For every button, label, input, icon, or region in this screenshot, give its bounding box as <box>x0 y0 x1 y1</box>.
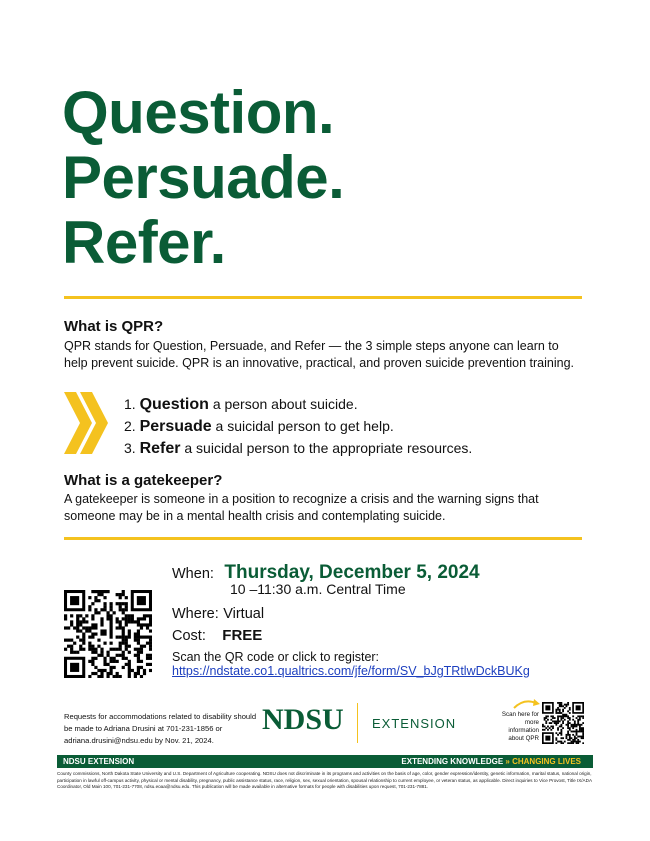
footer-band <box>57 755 593 768</box>
qpr-description: QPR stands for Question, Persuade, and Refer — the 3 simple steps anyone can learn to help prevent suicide. QPR is an innovative, practical, and proven suicide prevention training. <box>64 339 575 370</box>
when-label: When: <box>172 566 214 582</box>
band-right-text <box>401 757 581 766</box>
headline-line-1: Question. <box>62 79 335 146</box>
divider-bottom <box>64 537 582 540</box>
registration-qr-code-icon[interactable] <box>64 590 152 678</box>
list-item <box>124 393 472 415</box>
step-number: 2. <box>124 418 136 434</box>
register-instructions: Scan the QR code or click to register: <box>172 650 380 664</box>
qpr-heading: What is QPR? <box>64 318 164 335</box>
band-left-text: NDSU EXTENSION <box>63 757 135 766</box>
step-number: 3. <box>124 440 136 456</box>
where-value: Virtual <box>223 606 265 622</box>
list-item <box>124 415 472 437</box>
info-qr-code-icon[interactable] <box>542 702 584 744</box>
step-text: a suicidal person to the appropriate resources. <box>184 440 473 456</box>
event-where <box>172 605 264 623</box>
ndsu-logo: NDSU <box>262 703 344 736</box>
step-keyword: Persuade <box>139 418 212 435</box>
divider-top <box>64 296 582 299</box>
chevron-arrows-icon <box>64 392 110 454</box>
extension-logo-text: EXTENSION <box>372 716 457 731</box>
accommodations-note: Requests for accommodations related to disability should be made to Adriana Drusini at 701-231-1856 or adriana.drusini@ndsu.edu by Nov. 21, 2024. <box>64 712 257 745</box>
step-keyword: Question <box>139 396 209 413</box>
step-keyword: Refer <box>139 440 181 457</box>
step-text: a person about suicide. <box>212 396 358 412</box>
cost-label: Cost: <box>172 628 206 644</box>
where-label: Where: <box>172 606 219 622</box>
fine-print: County commissions, North Dakota State University and U.S. Department of Agriculture cooperating. NDSU does not discriminate in its programs and activities on the basis of age, color, gender expression/identity, genetic information, marital status, national origin, participation in lawful off-campus activity, physical or mental disability, pregnancy, public assistance status, race, religion, sex, sexual orientation, spousal relationship to current employee, or veteran status, as applicable. Direct inquiries to Vice Provost, Title IX/ADA Coordinator, Old Main 100, 701-231-7708, ndsu.eoaa@ndsu.edu. This publication will be made available in alternative formats for people with disabilities upon request, 701-231-7881. <box>57 771 592 790</box>
event-time: 10 –11:30 a.m. Central Time <box>230 581 406 597</box>
headline <box>62 80 344 275</box>
headline-line-3: Refer. <box>62 209 226 276</box>
event-date: Thursday, December 5, 2024 <box>224 562 480 583</box>
band-tagline-a: EXTENDING KNOWLEDGE <box>401 757 504 766</box>
qpr-steps-list <box>124 393 472 459</box>
list-item <box>124 437 472 459</box>
qr-info-note: Scan here for more information about QPR <box>501 711 539 742</box>
registration-link[interactable]: https://ndstate.co1.qualtrics.com/jfe/form/SV_bJgTRtlwDckBUKg <box>172 664 530 678</box>
band-tagline-b: CHANGING LIVES <box>512 757 581 766</box>
cost-value: FREE <box>222 627 263 644</box>
headline-line-2: Persuade. <box>62 144 345 211</box>
event-cost <box>172 627 262 645</box>
step-number: 1. <box>124 396 136 412</box>
gatekeeper-description: A gatekeeper is someone in a position to recognize a crisis and the warning signs that someone may be in a mental health crisis and contemplating suicide. <box>64 492 539 523</box>
step-text: a suicidal person to get help. <box>215 418 394 434</box>
band-separator: » <box>505 757 510 766</box>
gatekeeper-heading: What is a gatekeeper? <box>64 472 223 489</box>
curved-arrow-icon <box>512 698 542 710</box>
logo-divider <box>357 703 358 743</box>
